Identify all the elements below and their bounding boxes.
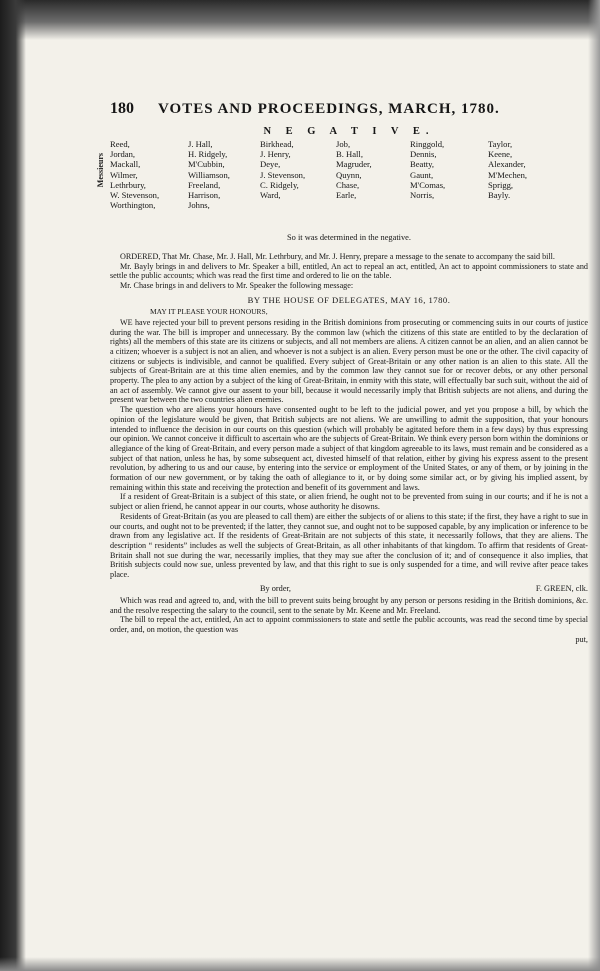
vote-column-6 — [488, 139, 527, 200]
second-reading-paragraph: The bill to repeal the act, entitled, An act to appoint commissioners to state and settle the public accounts, was read the second time by special order, and, on motion, the question was — [110, 615, 588, 634]
voter-name: Norris, — [410, 190, 435, 201]
voter-name: M'Cubbin, — [188, 159, 225, 170]
messieurs-label: Messieurs — [96, 153, 105, 188]
voter-name: Wilmer, — [110, 169, 138, 180]
signature-line — [110, 584, 588, 593]
message-heading: BY THE HOUSE OF DELEGATES, MAY 16, 1780. — [247, 294, 451, 305]
vote-column-2 — [188, 139, 230, 210]
voter-name: Mackall, — [110, 159, 141, 170]
voter-name: Beatty, — [410, 159, 435, 170]
vote-list — [96, 139, 588, 231]
running-title: VOTES AND PROCEEDINGS, MARCH, 1780. — [158, 101, 500, 117]
voter-name: Deye, — [260, 159, 281, 170]
voter-name: J. Hall, — [188, 139, 213, 149]
voter-name: Harrison, — [188, 190, 221, 201]
vote-column-3 — [260, 139, 305, 200]
voter-name: Dennis, — [410, 149, 437, 160]
message-salutation: MAY IT PLEASE YOUR HONOURS, — [150, 306, 268, 316]
order-paragraph: ORDERED, That Mr. Chase, Mr. J. Hall, Mr. Lethrbury, and Mr. J. Henry, prepare a message to the senate to accompany the said bill. — [120, 252, 555, 261]
scan-edge-left — [0, 0, 26, 971]
page-number: 180 — [110, 100, 134, 117]
message-intro-paragraph: Mr. Chase brings in and delivers to Mr. Speaker the following message: — [120, 281, 354, 291]
voter-name: Worthington, — [110, 200, 156, 211]
read-agreed-paragraph: Which was read and agreed to, and, with the bill to prevent suits being brought by any person or persons residing in the British dominions, &c. and the resolve respecting the salary to the council, sent to the senate by Mr. Keene and Mr. Freeland. — [110, 595, 588, 615]
voter-name: C. Ridgely, — [260, 179, 299, 190]
vote-result: So it was determined in the negative. — [287, 233, 411, 242]
message-paragraph: The question who are aliens your honours have consented ought to be left to the judicial power, and yet you propose a bill, by which the opinion of the legislature would be given, that British subjects are not aliens. We are unwilling to admit the supposition, that your honours intended to influence the decision in our courts on this question (which will probably be agitated before them in a few days) by thus expressing our opinion. We cannot conceive it difficult to ascertain who are the subjects of Great-Britain. We think every person born within the dominions or allegiance of the king of Great-Britain, and every person made a subject of that kingdom agreeable to its laws, must remain and be considered as a subject of that nation, unless he has, by some subsequent act, divested himself of that relation, either by giving his express assent to the present revolution, by adhering to us and our cause, by entering into the service or employment of the United States, or any of them, or by joining in the formation of our new government, or by taking the oath of allegiance to it, or by doing some similar act, or by giving his implied assent, by remaining within this state and receiving the protection and benefit of its government and laws. — [110, 405, 588, 492]
scan-edge-top — [0, 0, 600, 40]
voter-name: Gaunt, — [410, 169, 434, 180]
voter-name: Reed, — [110, 139, 130, 149]
by-order: By order, — [260, 583, 292, 593]
scan-edge-right — [588, 0, 600, 971]
voter-name: J. Stevenson, — [260, 169, 306, 180]
vote-column-1 — [110, 139, 159, 210]
catchword: put, — [575, 634, 588, 644]
voter-name: Chase, — [336, 179, 360, 190]
clerk-name: F. GREEN, clk. — [535, 583, 588, 593]
voter-name: Johns, — [188, 200, 210, 211]
negative-heading: N E G A T I V E. — [263, 126, 435, 137]
voter-name: J. Henry, — [260, 149, 291, 160]
voter-name: Jordan, — [110, 149, 136, 160]
voter-name: Ward, — [260, 190, 281, 201]
scan-edge-bottom — [0, 957, 600, 971]
voter-name: W. Stevenson, — [110, 190, 160, 201]
voter-name: B. Hall, — [336, 149, 363, 160]
voter-name: Williamson, — [188, 169, 230, 180]
voter-name: M'Mechen, — [488, 169, 528, 180]
message-paragraph: Residents of Great-Britain (as you are pleased to call them) are either the subjects of or aliens to this state; if the first, they have a right to sue in our courts, and ought not to be prevented; if the latter, they cannot sue, and ought not to be supposed capable, by any implication or inference to be drawn from any legislative act. If the residents of Great-Britain are not subjects of this state, it necessarily follows, that they are aliens. The description “ residents” includes as well the subjects of Great-Britain, as all other inhabitants of that kingdom. To affirm that residents of Great-Britain shall not sue during the war, necessarily implies, that they may sue after the conclusion of it; and of consequence it also implies, that British subjects could now sue, unless prevented by law, and that this right to sue is only suspended for a time, and will revive after peace takes place. — [110, 511, 588, 580]
vote-column-4 — [336, 139, 372, 200]
voter-name: Freeland, — [188, 179, 221, 190]
vote-column-5 — [410, 139, 445, 200]
voter-name: Keene, — [488, 149, 513, 160]
voter-name: Ringgold, — [410, 139, 445, 149]
message-paragraph: WE have rejected your bill to prevent persons residing in the British dominions from prosecuting or commencing suits in our courts of justice during the war. The bill is improper and unnecessary. By the common law (which the citizens of this state are entitled to by the declaration of rights) all the members of this state are its citizens or subjects, and all not members are aliens. A citizen cannot be an alien, and an alien cannot be a citizen; whoever is a subject is not an alien, and whoever is not a subject is an alien. Every person must be one or the other. The civil capacity of citizens or subjects is indivisible, and cannot be qualified. Every subject of Great-Britain or any other nation is an alien to this state. All the subjects of Great-Britain are at this time alien enemies, and by the common law they cannot sue for or recover debts, or any other personal property. The plea to any action by a subject of the king of Great-Britain, in enmity with this state, will effectually bar such suit, without the aid of an act of assembly. We cannot give our assent to your bill, because it would necessarily imply that British subjects are not aliens, and during the present war between the two countries alien enemies. — [110, 317, 588, 405]
voter-name: Birkhead, — [260, 139, 294, 149]
voter-name: Lethrbury, — [110, 179, 146, 190]
message-paragraph: If a resident of Great-Britain is a subject of this state, or alien friend, he ought not to be prevented from suing in our courts; and if he is not a subject or alien friend, he cannot appear in our courts, whose authority he disowns. — [110, 492, 588, 512]
voter-name: Magruder, — [336, 159, 372, 170]
document-page — [96, 100, 588, 644]
page-header — [110, 100, 588, 122]
voter-name: Alexander, — [488, 159, 526, 170]
voter-name: Sprigg, — [488, 179, 514, 190]
voter-name: Job, — [336, 139, 351, 149]
voter-name: Bayly. — [488, 190, 511, 201]
voter-name: Taylor, — [488, 139, 513, 149]
bill-paragraph: Mr. Bayly brings in and delivers to Mr. Speaker a bill, entitled, An act to repeal an act, entitled, An act to appoint commissioners to state and settle the public accounts; which was read the first time and ordered to lie on the table. — [110, 261, 588, 281]
voter-name: H. Ridgely, — [188, 149, 228, 160]
voter-name: Earle, — [336, 190, 357, 201]
voter-name: M'Comas, — [410, 179, 446, 190]
voter-name: Quynn, — [336, 169, 362, 180]
